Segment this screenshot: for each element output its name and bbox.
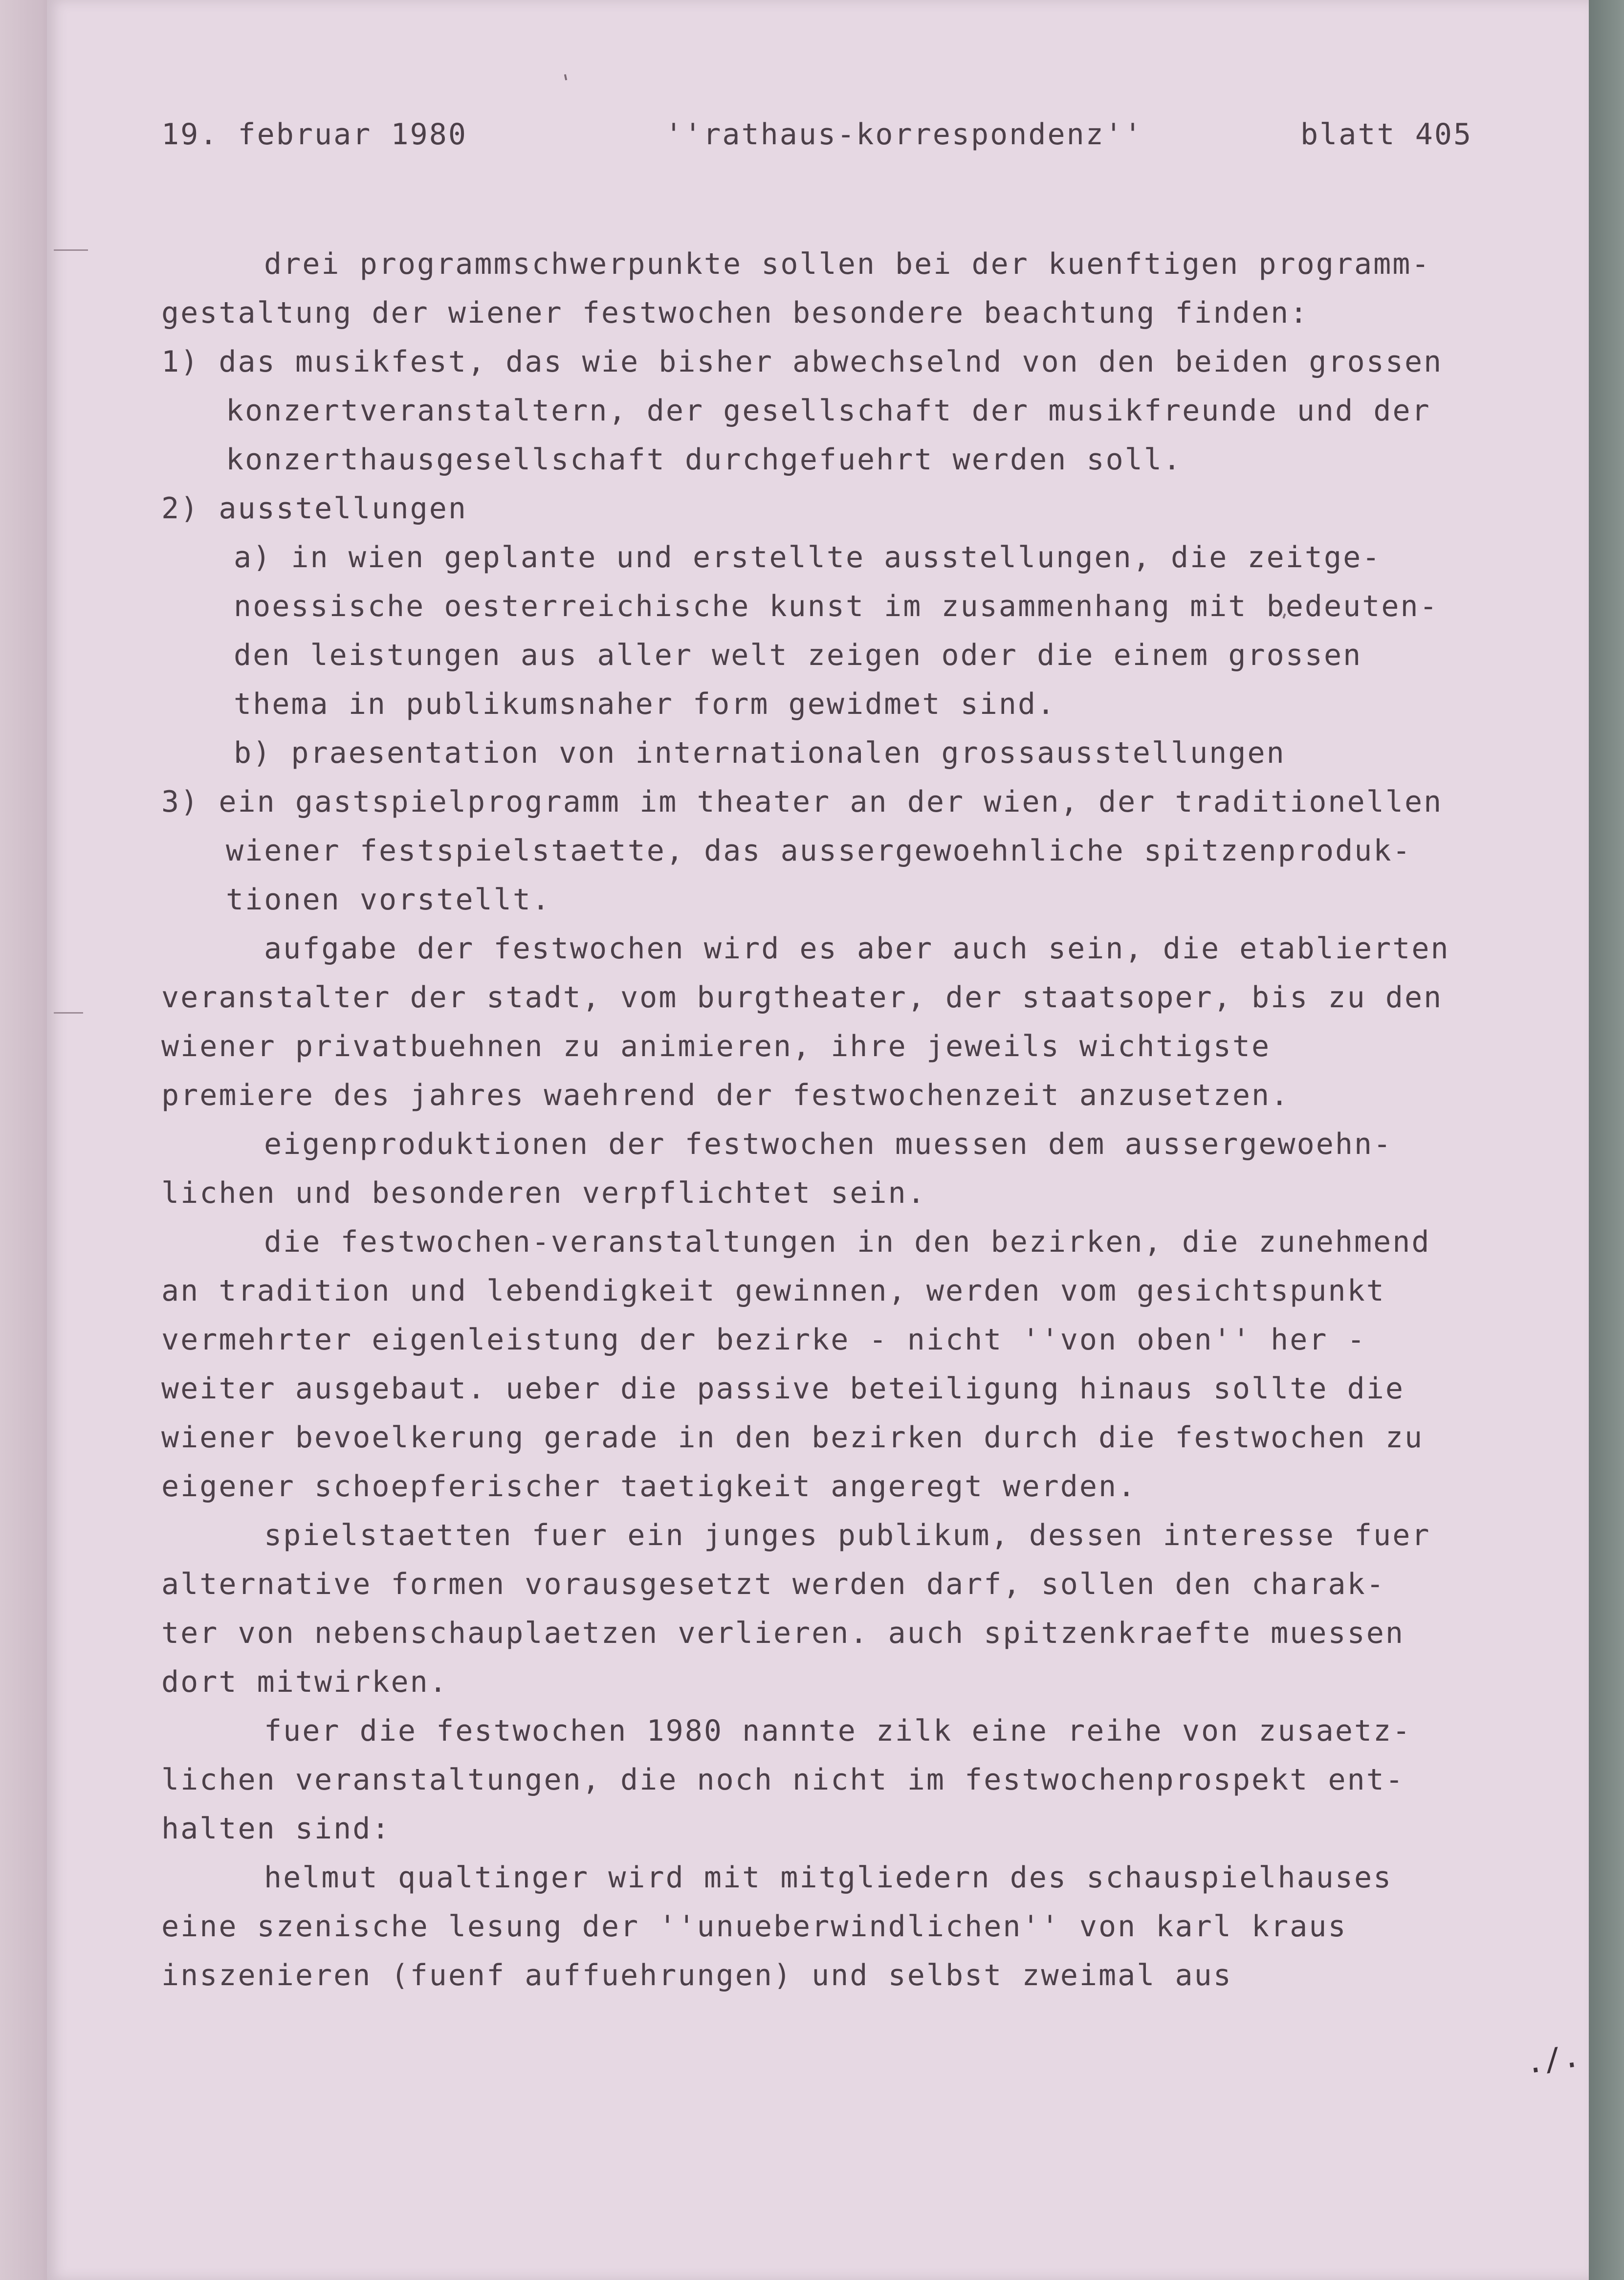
paragraph-start: spielstaetten fuer ein junges publikum, dessen interesse fuer: [264, 1518, 1431, 1552]
continuation-mark: ./.: [1523, 2037, 1582, 2081]
body-line: konzertveranstaltern, der gesellschaft der musikfreunde und der: [226, 394, 1431, 428]
paragraph-start: die festwochen-veranstaltungen in den bezirken, die zunehmend: [264, 1225, 1431, 1259]
sub-item-b: b) praesentation von internationalen grossausstellungen: [234, 736, 1286, 770]
paragraph-start: aufgabe der festwochen wird es aber auch sein, die etablierten: [264, 931, 1450, 966]
scan-background: [1589, 0, 1624, 2280]
body-line: vermehrter eigenleistung der bezirke - nicht ''von oben'' her -: [161, 1323, 1366, 1357]
body-line: wiener bevoelkerung gerade in den bezirken durch die festwochen zu: [161, 1420, 1424, 1455]
paragraph-start: fuer die festwochen 1980 nannte zilk eine reihe von zusaetz-: [264, 1714, 1412, 1748]
body-line: drei programmschwerpunkte sollen bei der kuenftigen programm-: [264, 247, 1431, 281]
punch-mark: [54, 1012, 83, 1014]
header-date: 19. februar 1980: [161, 117, 467, 152]
body-line: dort mitwirken.: [161, 1665, 448, 1699]
body-text: [161, 240, 1520, 2000]
body-line: eine szenische lesung der ''unueberwindlichen'' von karl kraus: [161, 1909, 1347, 1944]
body-line: premiere des jahres waehrend der festwochenzeit anzusetzen.: [161, 1078, 1290, 1112]
body-line: an tradition und lebendigkeit gewinnen, werden vom gesichtspunkt: [161, 1274, 1385, 1308]
body-line: noessische oesterreichische kunst im zusammenhang mit bedeuten-: [234, 589, 1439, 623]
body-line: konzerthausgesellschaft durchgefuehrt werden soll.: [226, 443, 1183, 477]
body-line: lichen und besonderen verpflichtet sein.: [161, 1176, 926, 1210]
header-publication: ''rathaus-korrespondenz'': [665, 117, 1143, 152]
body-line: veranstalter der stadt, vom burgtheater, der staatsoper, bis zu den: [161, 980, 1443, 1015]
body-line: gestaltung der wiener festwochen besondere beachtung finden:: [161, 296, 1309, 330]
body-line: inszenieren (fuenf auffuehrungen) und selbst zweimal aus: [161, 1958, 1232, 1992]
body-line: den leistungen aus aller welt zeigen oder die einem grossen: [234, 638, 1362, 672]
body-line: weiter ausgebaut. ueber die passive beteiligung hinaus sollte die: [161, 1372, 1405, 1406]
body-line: halten sind:: [161, 1812, 391, 1846]
header-sheet-number: blatt 405: [1300, 117, 1473, 152]
paragraph-start: eigenproduktionen der festwochen muessen dem aussergewoehn-: [264, 1127, 1393, 1161]
body-line: ter von nebenschauplaetzen verlieren. auch spitzenkraefte muessen: [161, 1616, 1405, 1650]
body-line: lichen veranstaltungen, die noch nicht im festwochenprospekt ent-: [161, 1763, 1405, 1797]
paragraph-start: helmut qualtinger wird mit mitgliedern des schauspielhauses: [264, 1860, 1393, 1895]
body-line: thema in publikumsnaher form gewidmet sind.: [234, 687, 1056, 721]
body-line: eigener schoepferischer taetigkeit angeregt werden.: [161, 1469, 1137, 1504]
sub-item-a: a) in wien geplante und erstellte ausstellungen, die zeitge-: [234, 540, 1382, 575]
body-line: alternative formen vorausgesetzt werden darf, sollen den charak-: [161, 1567, 1385, 1601]
list-item-2: 2) ausstellungen: [161, 491, 467, 526]
punch-mark: [54, 249, 88, 251]
body-line: wiener privatbuehnen zu animieren, ihre jeweils wichtigste: [161, 1029, 1271, 1063]
list-item-1: 1) das musikfest, das wie bisher abwechselnd von den beiden grossen: [161, 345, 1443, 379]
list-item-3: 3) ein gastspielprogramm im theater an der wien, der traditionellen: [161, 785, 1443, 819]
body-line: tionen vorstellt.: [226, 883, 551, 917]
body-line: wiener festspielstaette, das aussergewoehnliche spitzenproduk-: [226, 834, 1412, 868]
